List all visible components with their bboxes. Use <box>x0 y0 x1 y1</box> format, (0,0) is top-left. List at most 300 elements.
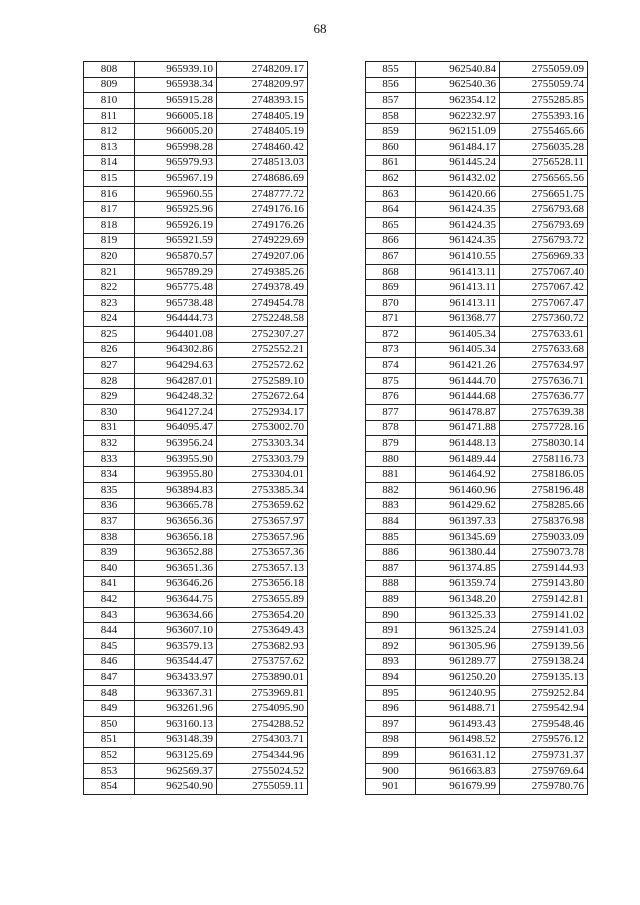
y-coordinate-cell: 2749229.69 <box>217 233 308 249</box>
x-coordinate-cell: 961345.69 <box>416 529 500 545</box>
x-coordinate-cell: 964444.73 <box>135 311 217 327</box>
y-coordinate-cell: 2755059.09 <box>500 62 588 78</box>
point-number-cell: 850 <box>84 716 135 732</box>
x-coordinate-cell: 961663.83 <box>416 763 500 779</box>
table-row <box>366 607 588 623</box>
table-row <box>366 186 588 202</box>
point-number-cell: 873 <box>366 342 416 358</box>
x-coordinate-cell: 964302.86 <box>135 342 217 358</box>
x-coordinate-cell: 963894.83 <box>135 483 217 499</box>
table-row <box>84 249 308 265</box>
x-coordinate-cell: 963955.90 <box>135 451 217 467</box>
point-number-cell: 825 <box>84 327 135 343</box>
y-coordinate-cell: 2753657.97 <box>217 514 308 530</box>
point-number-cell: 894 <box>366 670 416 686</box>
table-row <box>84 483 308 499</box>
point-number-cell: 830 <box>84 405 135 421</box>
point-number-cell: 815 <box>84 171 135 187</box>
x-coordinate-cell: 962540.36 <box>416 77 500 93</box>
y-coordinate-cell: 2757636.77 <box>500 389 588 405</box>
y-coordinate-cell: 2756035.28 <box>500 139 588 155</box>
x-coordinate-cell: 961305.96 <box>416 638 500 654</box>
point-number-cell: 847 <box>84 670 135 686</box>
point-number-cell: 896 <box>366 701 416 717</box>
table-row <box>366 638 588 654</box>
y-coordinate-cell: 2757360.72 <box>500 311 588 327</box>
table-row <box>84 389 308 405</box>
y-coordinate-cell: 2748393.15 <box>217 93 308 109</box>
point-number-cell: 812 <box>84 124 135 140</box>
table-row <box>84 451 308 467</box>
y-coordinate-cell: 2756793.72 <box>500 233 588 249</box>
x-coordinate-cell: 961464.92 <box>416 467 500 483</box>
table-row <box>84 155 308 171</box>
x-coordinate-cell: 961289.77 <box>416 654 500 670</box>
point-number-cell: 869 <box>366 280 416 296</box>
y-coordinate-cell: 2754288.52 <box>217 716 308 732</box>
point-number-cell: 814 <box>84 155 135 171</box>
point-number-cell: 880 <box>366 451 416 467</box>
x-coordinate-cell: 961445.24 <box>416 155 500 171</box>
point-number-cell: 834 <box>84 467 135 483</box>
point-number-cell: 895 <box>366 685 416 701</box>
y-coordinate-cell: 2752589.10 <box>217 373 308 389</box>
y-coordinate-cell: 2749454.78 <box>217 295 308 311</box>
table-row <box>366 763 588 779</box>
x-coordinate-cell: 965915.28 <box>135 93 217 109</box>
point-number-cell: 871 <box>366 311 416 327</box>
point-number-cell: 817 <box>84 202 135 218</box>
x-coordinate-cell: 961380.44 <box>416 545 500 561</box>
table-row <box>366 670 588 686</box>
point-number-cell: 821 <box>84 264 135 280</box>
y-coordinate-cell: 2748405.19 <box>217 124 308 140</box>
table-row <box>84 529 308 545</box>
y-coordinate-cell: 2753969.81 <box>217 685 308 701</box>
y-coordinate-cell: 2759542.94 <box>500 701 588 717</box>
point-number-cell: 852 <box>84 748 135 764</box>
y-coordinate-cell: 2748405.19 <box>217 108 308 124</box>
y-coordinate-cell: 2753682.93 <box>217 638 308 654</box>
point-number-cell: 829 <box>84 389 135 405</box>
table-row <box>366 467 588 483</box>
y-coordinate-cell: 2749176.16 <box>217 202 308 218</box>
y-coordinate-cell: 2759144.93 <box>500 561 588 577</box>
x-coordinate-cell: 963652.88 <box>135 545 217 561</box>
table-row <box>84 716 308 732</box>
x-coordinate-cell: 965926.19 <box>135 217 217 233</box>
table-row <box>366 716 588 732</box>
x-coordinate-cell: 964294.63 <box>135 358 217 374</box>
table-row <box>84 311 308 327</box>
point-number-cell: 898 <box>366 732 416 748</box>
y-coordinate-cell: 2757633.68 <box>500 342 588 358</box>
point-number-cell: 878 <box>366 420 416 436</box>
y-coordinate-cell: 2759780.76 <box>500 779 588 795</box>
x-coordinate-cell: 961405.34 <box>416 327 500 343</box>
y-coordinate-cell: 2759252.84 <box>500 685 588 701</box>
point-number-cell: 859 <box>366 124 416 140</box>
point-number-cell: 887 <box>366 561 416 577</box>
table-row <box>366 654 588 670</box>
y-coordinate-cell: 2752934.17 <box>217 405 308 421</box>
point-number-cell: 863 <box>366 186 416 202</box>
point-number-cell: 851 <box>84 732 135 748</box>
y-coordinate-cell: 2754303.71 <box>217 732 308 748</box>
x-coordinate-cell: 961397.33 <box>416 514 500 530</box>
table-row <box>84 607 308 623</box>
table-row <box>84 701 308 717</box>
coordinates-table-right <box>365 61 588 795</box>
point-number-cell: 853 <box>84 763 135 779</box>
y-coordinate-cell: 2748686.69 <box>217 171 308 187</box>
point-number-cell: 893 <box>366 654 416 670</box>
x-coordinate-cell: 961410.55 <box>416 249 500 265</box>
point-number-cell: 813 <box>84 139 135 155</box>
x-coordinate-cell: 965960.55 <box>135 186 217 202</box>
table-row <box>84 139 308 155</box>
table-row <box>366 202 588 218</box>
table-row <box>366 748 588 764</box>
y-coordinate-cell: 2753303.79 <box>217 451 308 467</box>
table-row <box>366 436 588 452</box>
point-number-cell: 865 <box>366 217 416 233</box>
x-coordinate-cell: 966005.20 <box>135 124 217 140</box>
x-coordinate-cell: 961444.68 <box>416 389 500 405</box>
x-coordinate-cell: 963607.10 <box>135 623 217 639</box>
point-number-cell: 836 <box>84 498 135 514</box>
y-coordinate-cell: 2748209.17 <box>217 62 308 78</box>
y-coordinate-cell: 2748777.72 <box>217 186 308 202</box>
table-row <box>84 638 308 654</box>
y-coordinate-cell: 2759143.80 <box>500 576 588 592</box>
x-coordinate-cell: 963160.13 <box>135 716 217 732</box>
point-number-cell: 820 <box>84 249 135 265</box>
y-coordinate-cell: 2753659.62 <box>217 498 308 514</box>
x-coordinate-cell: 963644.75 <box>135 592 217 608</box>
y-coordinate-cell: 2758196.48 <box>500 483 588 499</box>
x-coordinate-cell: 962354.12 <box>416 93 500 109</box>
table-row <box>366 592 588 608</box>
coordinates-table-left-body <box>84 62 308 795</box>
x-coordinate-cell: 962232.97 <box>416 108 500 124</box>
table-row <box>366 358 588 374</box>
table-row <box>366 249 588 265</box>
point-number-cell: 876 <box>366 389 416 405</box>
table-row <box>84 295 308 311</box>
x-coordinate-cell: 965979.93 <box>135 155 217 171</box>
table-row <box>84 545 308 561</box>
table-row <box>84 763 308 779</box>
x-coordinate-cell: 961424.35 <box>416 217 500 233</box>
table-row <box>84 576 308 592</box>
table-row <box>366 389 588 405</box>
point-number-cell: 845 <box>84 638 135 654</box>
x-coordinate-cell: 961631.12 <box>416 748 500 764</box>
point-number-cell: 827 <box>84 358 135 374</box>
point-number-cell: 838 <box>84 529 135 545</box>
x-coordinate-cell: 961488.71 <box>416 701 500 717</box>
table-row <box>366 732 588 748</box>
point-number-cell: 818 <box>84 217 135 233</box>
x-coordinate-cell: 961250.20 <box>416 670 500 686</box>
point-number-cell: 833 <box>84 451 135 467</box>
point-number-cell: 872 <box>366 327 416 343</box>
table-row <box>366 139 588 155</box>
point-number-cell: 842 <box>84 592 135 608</box>
point-number-cell: 837 <box>84 514 135 530</box>
coordinates-table-right-body <box>366 62 588 795</box>
table-row <box>366 514 588 530</box>
point-number-cell: 809 <box>84 77 135 93</box>
table-row <box>366 685 588 701</box>
table-row <box>84 327 308 343</box>
table-row <box>84 233 308 249</box>
x-coordinate-cell: 962569.37 <box>135 763 217 779</box>
x-coordinate-cell: 963125.69 <box>135 748 217 764</box>
point-number-cell: 855 <box>366 62 416 78</box>
x-coordinate-cell: 963634.66 <box>135 607 217 623</box>
point-number-cell: 888 <box>366 576 416 592</box>
y-coordinate-cell: 2748209.97 <box>217 77 308 93</box>
y-coordinate-cell: 2757728.16 <box>500 420 588 436</box>
table-row <box>84 217 308 233</box>
y-coordinate-cell: 2758376.98 <box>500 514 588 530</box>
x-coordinate-cell: 962540.84 <box>416 62 500 78</box>
point-number-cell: 866 <box>366 233 416 249</box>
point-number-cell: 839 <box>84 545 135 561</box>
point-number-cell: 854 <box>84 779 135 795</box>
y-coordinate-cell: 2752572.62 <box>217 358 308 374</box>
x-coordinate-cell: 961432.02 <box>416 171 500 187</box>
table-row <box>366 576 588 592</box>
x-coordinate-cell: 961348.20 <box>416 592 500 608</box>
point-number-cell: 841 <box>84 576 135 592</box>
x-coordinate-cell: 961413.11 <box>416 280 500 296</box>
x-coordinate-cell: 965998.28 <box>135 139 217 155</box>
point-number-cell: 858 <box>366 108 416 124</box>
table-row <box>84 685 308 701</box>
table-row <box>84 654 308 670</box>
y-coordinate-cell: 2754344.96 <box>217 748 308 764</box>
point-number-cell: 857 <box>366 93 416 109</box>
table-row <box>84 124 308 140</box>
point-number-cell: 890 <box>366 607 416 623</box>
y-coordinate-cell: 2753304.01 <box>217 467 308 483</box>
y-coordinate-cell: 2759033.09 <box>500 529 588 545</box>
x-coordinate-cell: 962540.90 <box>135 779 217 795</box>
x-coordinate-cell: 961471.88 <box>416 420 500 436</box>
y-coordinate-cell: 2755465.66 <box>500 124 588 140</box>
point-number-cell: 882 <box>366 483 416 499</box>
point-number-cell: 892 <box>366 638 416 654</box>
table-row <box>84 779 308 795</box>
x-coordinate-cell: 961424.35 <box>416 233 500 249</box>
y-coordinate-cell: 2757067.42 <box>500 280 588 296</box>
x-coordinate-cell: 965925.96 <box>135 202 217 218</box>
x-coordinate-cell: 963955.80 <box>135 467 217 483</box>
x-coordinate-cell: 961420.66 <box>416 186 500 202</box>
y-coordinate-cell: 2753385.34 <box>217 483 308 499</box>
table-row <box>366 124 588 140</box>
y-coordinate-cell: 2756793.69 <box>500 217 588 233</box>
y-coordinate-cell: 2759142.81 <box>500 592 588 608</box>
x-coordinate-cell: 961325.24 <box>416 623 500 639</box>
x-coordinate-cell: 961374.85 <box>416 561 500 577</box>
point-number-cell: 826 <box>84 342 135 358</box>
point-number-cell: 900 <box>366 763 416 779</box>
table-row <box>84 342 308 358</box>
table-row <box>84 514 308 530</box>
point-number-cell: 884 <box>366 514 416 530</box>
x-coordinate-cell: 966005.18 <box>135 108 217 124</box>
point-number-cell: 848 <box>84 685 135 701</box>
table-row <box>366 311 588 327</box>
point-number-cell: 891 <box>366 623 416 639</box>
x-coordinate-cell: 962151.09 <box>416 124 500 140</box>
table-row <box>366 545 588 561</box>
table-row <box>366 108 588 124</box>
table-row <box>366 62 588 78</box>
coordinates-table-left <box>83 61 308 795</box>
y-coordinate-cell: 2758285.66 <box>500 498 588 514</box>
table-row <box>84 186 308 202</box>
table-row <box>84 264 308 280</box>
x-coordinate-cell: 961421.26 <box>416 358 500 374</box>
y-coordinate-cell: 2756969.33 <box>500 249 588 265</box>
x-coordinate-cell: 963148.39 <box>135 732 217 748</box>
table-row <box>84 748 308 764</box>
point-number-cell: 808 <box>84 62 135 78</box>
y-coordinate-cell: 2757067.40 <box>500 264 588 280</box>
x-coordinate-cell: 963956.24 <box>135 436 217 452</box>
x-coordinate-cell: 961444.70 <box>416 373 500 389</box>
y-coordinate-cell: 2758116.73 <box>500 451 588 467</box>
y-coordinate-cell: 2753657.96 <box>217 529 308 545</box>
x-coordinate-cell: 965870.57 <box>135 249 217 265</box>
y-coordinate-cell: 2755059.11 <box>217 779 308 795</box>
x-coordinate-cell: 965921.59 <box>135 233 217 249</box>
x-coordinate-cell: 961460.96 <box>416 483 500 499</box>
y-coordinate-cell: 2754095.90 <box>217 701 308 717</box>
y-coordinate-cell: 2753002.70 <box>217 420 308 436</box>
y-coordinate-cell: 2752672.64 <box>217 389 308 405</box>
table-row <box>84 467 308 483</box>
point-number-cell: 874 <box>366 358 416 374</box>
x-coordinate-cell: 961489.44 <box>416 451 500 467</box>
x-coordinate-cell: 965939.10 <box>135 62 217 78</box>
y-coordinate-cell: 2753655.89 <box>217 592 308 608</box>
table-row <box>366 561 588 577</box>
x-coordinate-cell: 963579.13 <box>135 638 217 654</box>
x-coordinate-cell: 963544.47 <box>135 654 217 670</box>
x-coordinate-cell: 963433.97 <box>135 670 217 686</box>
x-coordinate-cell: 961359.74 <box>416 576 500 592</box>
point-number-cell: 856 <box>366 77 416 93</box>
table-row <box>84 77 308 93</box>
table-row <box>84 670 308 686</box>
point-number-cell: 861 <box>366 155 416 171</box>
x-coordinate-cell: 961424.35 <box>416 202 500 218</box>
point-number-cell: 883 <box>366 498 416 514</box>
point-number-cell: 879 <box>366 436 416 452</box>
page-number: 68 <box>313 21 327 36</box>
y-coordinate-cell: 2755285.85 <box>500 93 588 109</box>
point-number-cell: 811 <box>84 108 135 124</box>
x-coordinate-cell: 965967.19 <box>135 171 217 187</box>
table-row <box>366 529 588 545</box>
table-row <box>84 108 308 124</box>
table-row <box>84 592 308 608</box>
point-number-cell: 901 <box>366 779 416 795</box>
y-coordinate-cell: 2759548.46 <box>500 716 588 732</box>
x-coordinate-cell: 961325.33 <box>416 607 500 623</box>
point-number-cell: 823 <box>84 295 135 311</box>
table-row <box>366 77 588 93</box>
point-number-cell: 860 <box>366 139 416 155</box>
table-row <box>84 436 308 452</box>
y-coordinate-cell: 2755393.16 <box>500 108 588 124</box>
table-row <box>84 202 308 218</box>
x-coordinate-cell: 961405.34 <box>416 342 500 358</box>
point-number-cell: 819 <box>84 233 135 249</box>
y-coordinate-cell: 2759139.56 <box>500 638 588 654</box>
y-coordinate-cell: 2753890.01 <box>217 670 308 686</box>
x-coordinate-cell: 961368.77 <box>416 311 500 327</box>
point-number-cell: 822 <box>84 280 135 296</box>
table-row <box>366 498 588 514</box>
point-number-cell: 835 <box>84 483 135 499</box>
table-row <box>366 327 588 343</box>
point-number-cell: 881 <box>366 467 416 483</box>
point-number-cell: 870 <box>366 295 416 311</box>
table-row <box>366 280 588 296</box>
point-number-cell: 824 <box>84 311 135 327</box>
y-coordinate-cell: 2749378.49 <box>217 280 308 296</box>
y-coordinate-cell: 2756651.75 <box>500 186 588 202</box>
x-coordinate-cell: 965738.48 <box>135 295 217 311</box>
point-number-cell: 886 <box>366 545 416 561</box>
y-coordinate-cell: 2753303.34 <box>217 436 308 452</box>
x-coordinate-cell: 961429.62 <box>416 498 500 514</box>
x-coordinate-cell: 965789.29 <box>135 264 217 280</box>
x-coordinate-cell: 961478.87 <box>416 405 500 421</box>
point-number-cell: 828 <box>84 373 135 389</box>
y-coordinate-cell: 2748460.42 <box>217 139 308 155</box>
table-row <box>84 420 308 436</box>
y-coordinate-cell: 2752552.21 <box>217 342 308 358</box>
y-coordinate-cell: 2756793.68 <box>500 202 588 218</box>
point-number-cell: 810 <box>84 93 135 109</box>
y-coordinate-cell: 2748513.03 <box>217 155 308 171</box>
table-row <box>366 93 588 109</box>
point-number-cell: 832 <box>84 436 135 452</box>
table-row <box>366 342 588 358</box>
point-number-cell: 875 <box>366 373 416 389</box>
y-coordinate-cell: 2758186.05 <box>500 467 588 483</box>
y-coordinate-cell: 2753657.13 <box>217 561 308 577</box>
x-coordinate-cell: 961484.17 <box>416 139 500 155</box>
x-coordinate-cell: 963656.18 <box>135 529 217 545</box>
x-coordinate-cell: 964248.32 <box>135 389 217 405</box>
point-number-cell: 840 <box>84 561 135 577</box>
y-coordinate-cell: 2753757.62 <box>217 654 308 670</box>
point-number-cell: 864 <box>366 202 416 218</box>
y-coordinate-cell: 2759073.78 <box>500 545 588 561</box>
table-row <box>366 701 588 717</box>
y-coordinate-cell: 2756528.11 <box>500 155 588 171</box>
y-coordinate-cell: 2753649.43 <box>217 623 308 639</box>
